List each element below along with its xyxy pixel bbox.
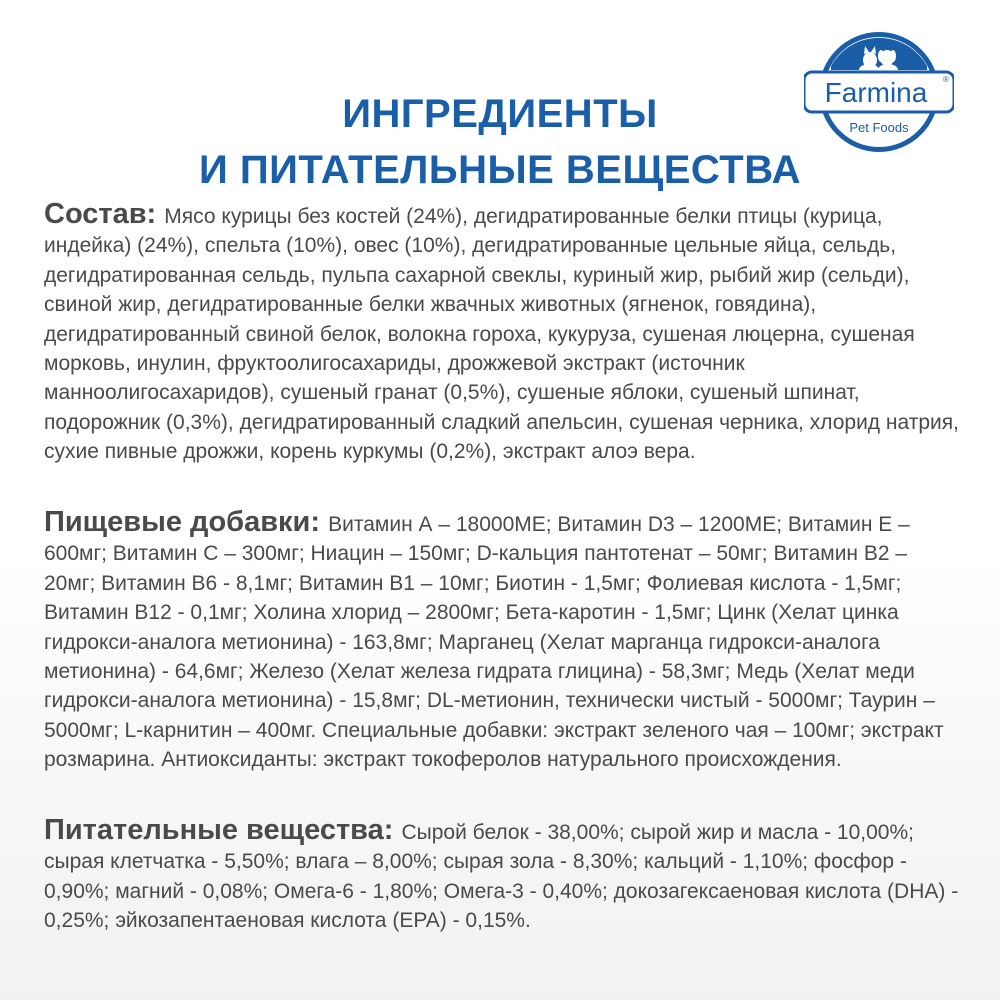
additives-text: Витамин А – 18000МЕ; Витамин D3 – 1200МЕ; Витамин Е – 600мг; Витамин С – 300мг; Ниацин – 150мг; D-кальция пантотенат – 50мг; Витамин В2 – 20мг; Витамин В6 - 8,1мг; Витамин В1 – 10мг; Биотин - 1,5мг; Фолиевая кислота - 1,5мг; Витамин В12 - 0,1мг; Холина хлорид – 2800мг; Бета-каротин - 1,5мг; Цинк (Хелат цинка гидрокси-аналога метионина) - 163,8мг; Марганец (Хелат марганца гидрокси-аналога метионина) - 64,6мг; Железо (Хелат железа гидрата глицина) - 58,3мг; Медь (Хелат меди гидрокси-аналога метионина) - 15,8мг; DL-метионин, технически чистый - 5000мг; Таурин – 5000мг; L-карнитин – 400мг. Специальные добавки: экстракт зеленого чая – 100мг; экстракт розмарина. Антиоксиданты: экстракт токоферолов натурального происхождения.: [44, 513, 944, 772]
composition-text: Мясо курицы без костей (24%), дегидратированные белки птицы (курица, индейка) (24%), спельта (10%), овес (10%), дегидратированные цельные яйца, сельдь, дегидратированная сельдь, пульпа сахарной свеклы, куриный жир, рыбий жир (сельди), свиной жир, дегидратированные белки жвачных животных (ягненок, говядина), дегидратированный свиной белок, волокна гороха, кукуруза, сушеная люцерна, сушеная морковь, инулин, фруктоолигосахариды, дрожжевой экстракт (источник манноолигосахаридов), сушеный гранат (0,5%), сушеные яблоки, сушеный шпинат, подорожник (0,3%), дегидратированный сладкий апельсин, сушеная черника, хлорид натрия, сухие пивные дрожжи, корень куркумы (0,2%), экстракт алоэ вера.: [44, 205, 959, 464]
title-line-2: И ПИТАТЕЛЬНЫЕ ВЕЩЕСТВА: [198, 148, 802, 192]
logo-registered-mark: ®: [943, 75, 949, 84]
additives-section: [44, 508, 960, 775]
logo-subtitle-text: Pet Foods: [849, 120, 909, 135]
composition-section: [44, 200, 960, 467]
nutrients-text: Сырой белок - 38,00%; сырой жир и масла - 10,00%; сырая клетчатка - 5,50%; влага – 8,00%; сырая зола - 8,30%; кальций - 1,10%; фосфор - 0,90%; магний - 0,08%; Омега-6 - 1,80%; Омега-3 - 0,40%; докозагексаеновая кислота (DHA) - 0,25%; эйкозапентаеновая кислота (EPA) - 0,15%.: [44, 821, 959, 933]
nutrients-section: [44, 816, 960, 936]
logo-brand-text: Farmina: [824, 77, 928, 108]
title-line-1: ИНГРЕДИЕНТЫ: [342, 92, 658, 136]
nutrients-heading: Питательные вещества:: [44, 814, 402, 846]
farmina-logo: [804, 30, 954, 154]
additives-heading: Пищевые добавки:: [44, 506, 329, 538]
composition-heading: Состав:: [44, 198, 165, 230]
